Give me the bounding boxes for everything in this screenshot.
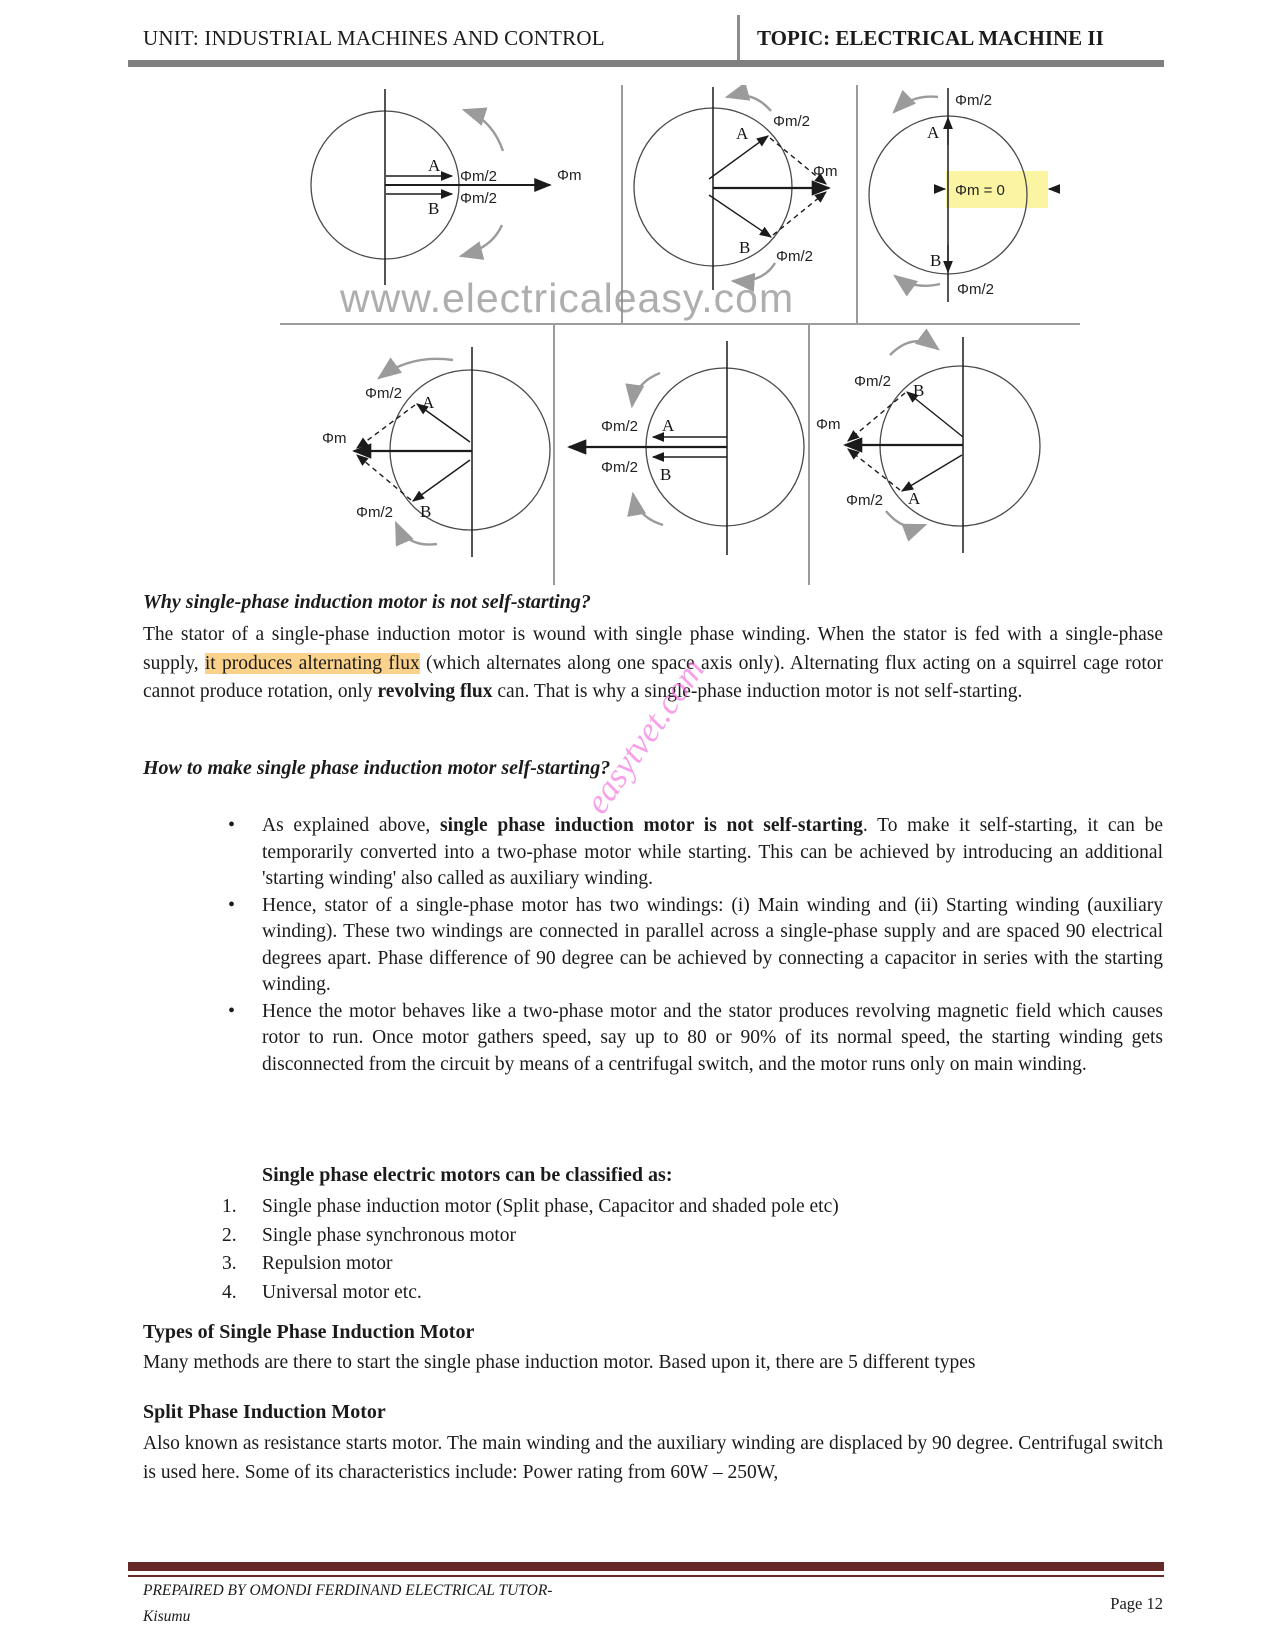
item-number: 3.	[222, 1253, 237, 1274]
highlighted-phrase: it produces alternating flux	[204, 652, 420, 674]
label-phi-m: Φm	[816, 416, 841, 433]
why-text-3: can. That is why a single-phase induction motor is not self-starting.	[492, 681, 1023, 702]
item-number: 4.	[222, 1281, 237, 1303]
item-text: Single phase synchronous motor	[262, 1224, 517, 1246]
phasor-diagram-5	[555, 325, 808, 585]
why-text-2: (which alternates along one space axis only). Alternating flux acting on a squirrel cage rotor cannot produce rotation, only	[143, 652, 1163, 702]
list-item	[222, 1250, 1163, 1279]
label-phi-half: Φm/2	[601, 418, 638, 435]
item-text: Universal motor etc.	[262, 1281, 422, 1303]
label-phi-half: Φm/2	[356, 504, 393, 521]
flux-arrows	[569, 437, 727, 457]
why-heading: Why single-phase induction motor is not self-starting?	[143, 591, 591, 613]
classification-list	[222, 1193, 1163, 1307]
flux-arrows	[354, 404, 472, 501]
flux-phasor-figure	[280, 85, 1080, 585]
list-item	[222, 813, 1163, 893]
label-phi-half: Φm/2	[854, 373, 891, 390]
split-phase-body: Also known as resistance starts motor. The main winding and the auxiliary winding are displaced by 90 degree. Centrifugal switch is used here. Some of its characteristics include: Power rating from 60W – 250W,	[143, 1433, 1163, 1483]
list-item: • Hence, stator of a single-phase motor has two windings: (i) Main winding and (ii) Starting winding (auxiliary winding). These two windings are connected in parallel across a single-phase supply and are spaced 90 electrical degrees apart. Phase difference of 90 degree can be achieved by connecting a capacitor in series with the starting winding.	[222, 893, 1163, 999]
list-item	[222, 1279, 1163, 1308]
site-watermark: www.electricaleasy.com	[340, 275, 795, 321]
classification-heading: Single phase electric motors can be classified as:	[262, 1164, 673, 1186]
phasor-diagram-6	[810, 325, 1080, 585]
label-b: B	[913, 381, 925, 400]
label-a: A	[908, 489, 921, 508]
list-item	[222, 1193, 1163, 1222]
types-body: Many methods are there to start the single phase induction motor. Based upon it, there are 5 different types	[143, 1352, 976, 1373]
label-phi-half: Φm/2	[957, 281, 994, 298]
label-a: A	[662, 416, 675, 435]
bold-phrase: revolving flux	[377, 681, 493, 702]
label-phi-half: Φm/2	[776, 248, 813, 265]
label-phi-half: Φm/2	[773, 113, 810, 130]
footer-location: Kisumu	[143, 1608, 191, 1625]
label-phi-half: Φm/2	[460, 168, 497, 185]
item-number: 1.	[222, 1196, 237, 1217]
footer-prepared-by: PREPAIRED BY OMONDI FERDINAND ELECTRICAL TUTOR-	[143, 1582, 553, 1599]
label-b: B	[660, 465, 672, 484]
label-phi-half: Φm/2	[846, 492, 883, 509]
types-heading: Types of Single Phase Induction Motor	[143, 1321, 475, 1343]
list-item: • Hence the motor behaves like a two-phase motor and the stator produces revolving magnetic field which causes rotor to run. Once motor gathers speed, say up to 80 or 90% of its normal speed, the starting winding gets disconnected from the circuit by means of a centrifugal switch, and the motor runs only on main winding.	[222, 999, 1163, 1079]
header-unit-title: UNIT: INDUSTRIAL MACHINES AND CONTROL	[143, 26, 605, 50]
flux-arrows	[845, 392, 963, 491]
label-phi-m: Φm	[557, 167, 582, 184]
label-phi-m: Φm	[813, 163, 838, 180]
why-text-1: The stator of a single-phase induction motor is wound with single phase winding. When the stator is fed with a single-phase supply,	[143, 624, 1163, 674]
how-bullet-list	[222, 813, 1163, 1078]
footer-page-number: Page 12	[1110, 1594, 1163, 1613]
label-b: B	[428, 199, 440, 218]
footer-rule-thick	[128, 1562, 1164, 1571]
how-heading: How to make single phase induction motor self-starting?	[143, 757, 611, 779]
header-rule	[128, 60, 1164, 67]
why-paragraph	[143, 621, 1163, 707]
label-phi-zero: Φm = 0	[955, 182, 1005, 199]
label-a: A	[428, 156, 441, 175]
phasor-diagram-4	[280, 325, 553, 585]
label-phi-m: Φm	[322, 430, 347, 447]
label-b: B	[930, 251, 942, 270]
list-item	[222, 1222, 1163, 1251]
label-a: A	[422, 393, 435, 412]
label-phi-half: Φm/2	[365, 385, 402, 402]
rotation-arrows	[632, 373, 663, 525]
diagonal-watermark: easytvet.com	[577, 650, 713, 821]
bullet1-text-1: As explained above,	[262, 815, 440, 836]
bullet1-bold: single phase induction motor is not self-starting	[440, 815, 863, 836]
phasor-diagram-3	[858, 85, 1080, 323]
item-text: Single phase induction motor (Split phase, Capacitor and shaded pole etc)	[262, 1196, 839, 1217]
label-b: B	[739, 238, 751, 257]
footer-rule-thin	[128, 1575, 1164, 1577]
label-a: A	[736, 124, 749, 143]
item-text: Repulsion motor	[262, 1253, 393, 1274]
flux-arrows	[709, 136, 829, 237]
item-number: 2.	[222, 1224, 237, 1246]
label-a: A	[927, 123, 940, 142]
label-phi-half: Φm/2	[955, 92, 992, 109]
label-phi-half: Φm/2	[601, 459, 638, 476]
label-b: B	[420, 502, 432, 521]
bullet1-text-2: . To make it self-starting, it can be temporarily converted into a two-phase motor while starting. This can be achieved by introducing an additional 'starting winding' also called as auxiliary winding.	[262, 815, 1163, 889]
split-phase-heading: Split Phase Induction Motor	[143, 1401, 386, 1423]
header-topic-title: TOPIC: ELECTRICAL MACHINE II	[757, 26, 1104, 50]
label-phi-half: Φm/2	[460, 190, 497, 207]
header-divider	[737, 15, 740, 60]
